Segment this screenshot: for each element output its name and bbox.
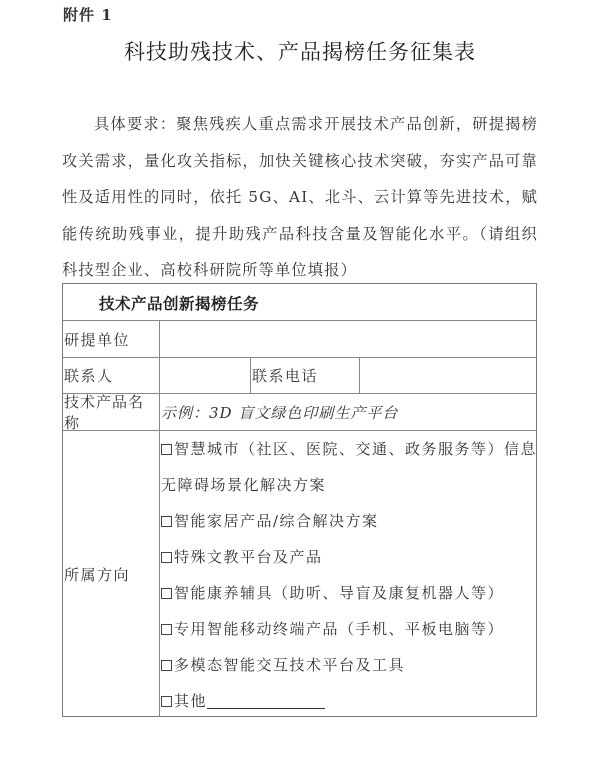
option-label: 特殊文教平台及产品	[174, 548, 323, 566]
checkbox[interactable]	[161, 660, 172, 671]
option-label: 专用智能移动终端产品（手机、平板电脑等）	[174, 620, 505, 638]
option-label: 智慧城市（社区、医院、交通、政务服务等）信息无障碍场景化解决方案	[161, 440, 538, 494]
checkbox[interactable]	[161, 624, 172, 635]
checkbox[interactable]	[161, 516, 172, 527]
direction-option[interactable]	[161, 647, 537, 683]
direction-label: 所属方向	[64, 565, 131, 584]
direction-option[interactable]	[161, 503, 537, 539]
option-label: 其他	[174, 692, 208, 710]
contact-person-label: 联系人	[64, 367, 114, 385]
checkbox[interactable]	[161, 588, 172, 599]
contact-phone-label: 联系电话	[252, 367, 319, 385]
requirements-paragraph	[62, 106, 538, 289]
document-title: 科技助残技术、产品揭榜任务征集表	[124, 40, 476, 64]
direction-option[interactable]	[161, 431, 537, 503]
option-label: 智能家居产品/综合解决方案	[174, 512, 379, 530]
checkbox[interactable]	[161, 444, 172, 455]
product-name-label: 技术产品名称	[64, 393, 145, 432]
proposing-unit-label: 研提单位	[64, 330, 131, 349]
attachment-label: 附件 1	[63, 6, 113, 24]
option-label: 多模态智能交互技术平台及工具	[174, 656, 406, 674]
direction-option-other[interactable]	[161, 683, 537, 719]
checkbox[interactable]	[161, 552, 172, 563]
checkbox[interactable]	[161, 696, 172, 707]
requirements-text: 具体要求：聚焦残疾人重点需求开展技术产品创新，研提揭榜攻关需求，量化攻关指标，加快关键核心技术突破，夯实产品可靠性及适用性的同时，依托 5G、AI、北斗、云计算等先进技术，赋能传统助残事业，提升助残产品科技含量及智能化水平。（请组织科技型企业、高校科研院所等单位填报）	[62, 115, 538, 279]
direction-options	[161, 431, 537, 719]
contact-phone-field[interactable]	[360, 358, 536, 393]
proposing-unit-field[interactable]	[160, 321, 536, 357]
direction-option[interactable]	[161, 611, 537, 647]
other-fill-blank[interactable]	[207, 694, 325, 709]
direction-option[interactable]	[161, 575, 537, 611]
product-name-field[interactable]: 示例：3D 盲文绿色印刷生产平台	[161, 403, 399, 422]
direction-option[interactable]	[161, 539, 537, 575]
option-label: 智能康养辅具（助听、导盲及康复机器人等）	[174, 584, 505, 602]
contact-person-field[interactable]	[160, 358, 250, 393]
task-form-table	[62, 283, 537, 717]
section-header: 技术产品创新揭榜任务	[99, 294, 260, 313]
